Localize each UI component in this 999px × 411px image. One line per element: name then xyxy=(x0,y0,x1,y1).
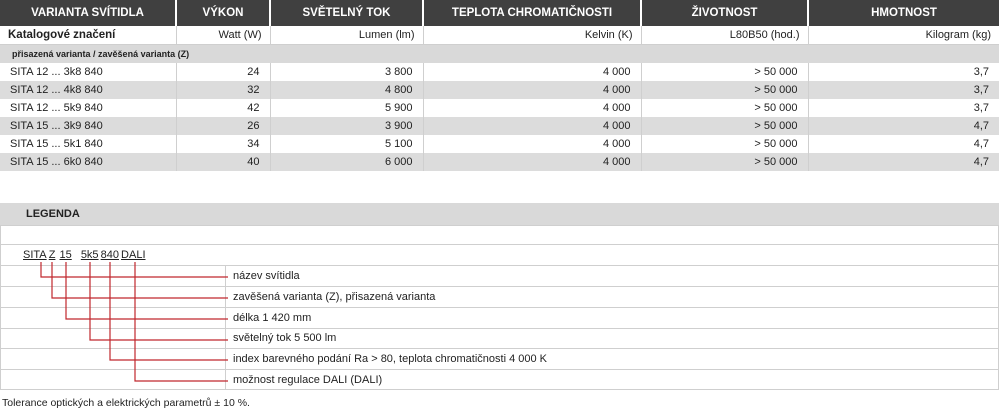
unit-label: Watt (W) xyxy=(176,26,270,45)
cell: 4,7 xyxy=(808,135,999,153)
col-header-weight: HMOTNOST xyxy=(808,0,999,26)
legend-desc-name: název svítidla xyxy=(233,270,300,282)
table-row xyxy=(0,63,999,81)
cell: SITA 12 ... 5k9 840 xyxy=(0,99,176,117)
col-header-life: ŽIVOTNOST xyxy=(641,0,808,26)
cell: 24 xyxy=(176,63,270,81)
divider xyxy=(0,389,999,390)
legend-desc-flux: světelný tok 5 500 lm xyxy=(233,332,337,344)
col-header-power: VÝKON xyxy=(176,0,270,26)
spec-table xyxy=(0,0,999,171)
connector-line xyxy=(90,262,228,340)
table-row xyxy=(0,99,999,117)
legend-desc-cri: index barevného podání Ra > 80, teplota chromatičnosti 4 000 K xyxy=(233,353,548,365)
unit-label: Lumen (lm) xyxy=(270,26,423,45)
cell: 40 xyxy=(176,153,270,171)
cell: 4 000 xyxy=(423,99,641,117)
cell: 3,7 xyxy=(808,99,999,117)
connector-line xyxy=(52,262,228,298)
cell: > 50 000 xyxy=(641,63,808,81)
col-header-flux: SVĚTELNÝ TOK xyxy=(270,0,423,26)
code-part-flux: 5k5 xyxy=(80,249,99,261)
legend-desc-length: délka 1 420 mm xyxy=(233,312,312,324)
cell: 6 000 xyxy=(270,153,423,171)
table-row xyxy=(0,153,999,171)
legend-desc-variant: zavěšená varianta (Z), přisazená varianta xyxy=(233,291,436,303)
code-part-name: SITA xyxy=(23,249,47,261)
cell: 4 000 xyxy=(423,63,641,81)
units-row xyxy=(0,26,999,45)
cell: > 50 000 xyxy=(641,117,808,135)
cell: 4,7 xyxy=(808,117,999,135)
unit-label: Kelvin (K) xyxy=(423,26,641,45)
cell: SITA 15 ... 3k9 840 xyxy=(0,117,176,135)
variant-note: přisazená varianta / zavěšená varianta (Z) xyxy=(0,45,999,64)
cell: > 50 000 xyxy=(641,99,808,117)
cell: 4 000 xyxy=(423,153,641,171)
cell: 32 xyxy=(176,81,270,99)
cell: 26 xyxy=(176,117,270,135)
code-part-length: 15 xyxy=(59,249,72,261)
legend-desc-dali: možnost regulace DALI (DALI) xyxy=(233,374,383,386)
cell: 4 000 xyxy=(423,135,641,153)
table-row xyxy=(0,117,999,135)
unit-label: L80B50 (hod.) xyxy=(641,26,808,45)
cell: SITA 12 ... 3k8 840 xyxy=(0,63,176,81)
header-row xyxy=(0,0,999,26)
col-header-variant: VARIANTA SVÍTIDLA xyxy=(0,0,176,26)
code-part-cri: 840 xyxy=(100,249,119,261)
note-row xyxy=(0,45,999,64)
code-part-variant: Z xyxy=(48,249,56,261)
legend-connector-lines xyxy=(0,260,240,385)
cell: > 50 000 xyxy=(641,153,808,171)
connector-line xyxy=(135,262,228,381)
cell: SITA 15 ... 5k1 840 xyxy=(0,135,176,153)
unit-label: Katalogové značení xyxy=(0,26,176,45)
cell: 42 xyxy=(176,99,270,117)
code-part-dali: DALI xyxy=(121,249,146,261)
legend-title: LEGENDA xyxy=(26,208,80,220)
col-header-cct: TEPLOTA CHROMATIČNOSTI xyxy=(423,0,641,26)
cell: SITA 15 ... 6k0 840 xyxy=(0,153,176,171)
cell: 4,7 xyxy=(808,153,999,171)
cell: > 50 000 xyxy=(641,135,808,153)
table-row xyxy=(0,81,999,99)
cell: 4 800 xyxy=(270,81,423,99)
cell: 34 xyxy=(176,135,270,153)
unit-label: Kilogram (kg) xyxy=(808,26,999,45)
tolerance-note: Tolerance optických a elektrických parametrů ± 10 %. xyxy=(2,397,250,409)
cell: SITA 12 ... 4k8 840 xyxy=(0,81,176,99)
cell: 5 100 xyxy=(270,135,423,153)
cell: 4 000 xyxy=(423,81,641,99)
cell: 3,7 xyxy=(808,63,999,81)
cell: 3,7 xyxy=(808,81,999,99)
cell: 4 000 xyxy=(423,117,641,135)
cell: 5 900 xyxy=(270,99,423,117)
table-row xyxy=(0,135,999,153)
cell: > 50 000 xyxy=(641,81,808,99)
legend-header xyxy=(0,203,999,225)
cell: 3 800 xyxy=(270,63,423,81)
divider xyxy=(0,244,999,245)
divider xyxy=(0,225,999,226)
cell: 3 900 xyxy=(270,117,423,135)
